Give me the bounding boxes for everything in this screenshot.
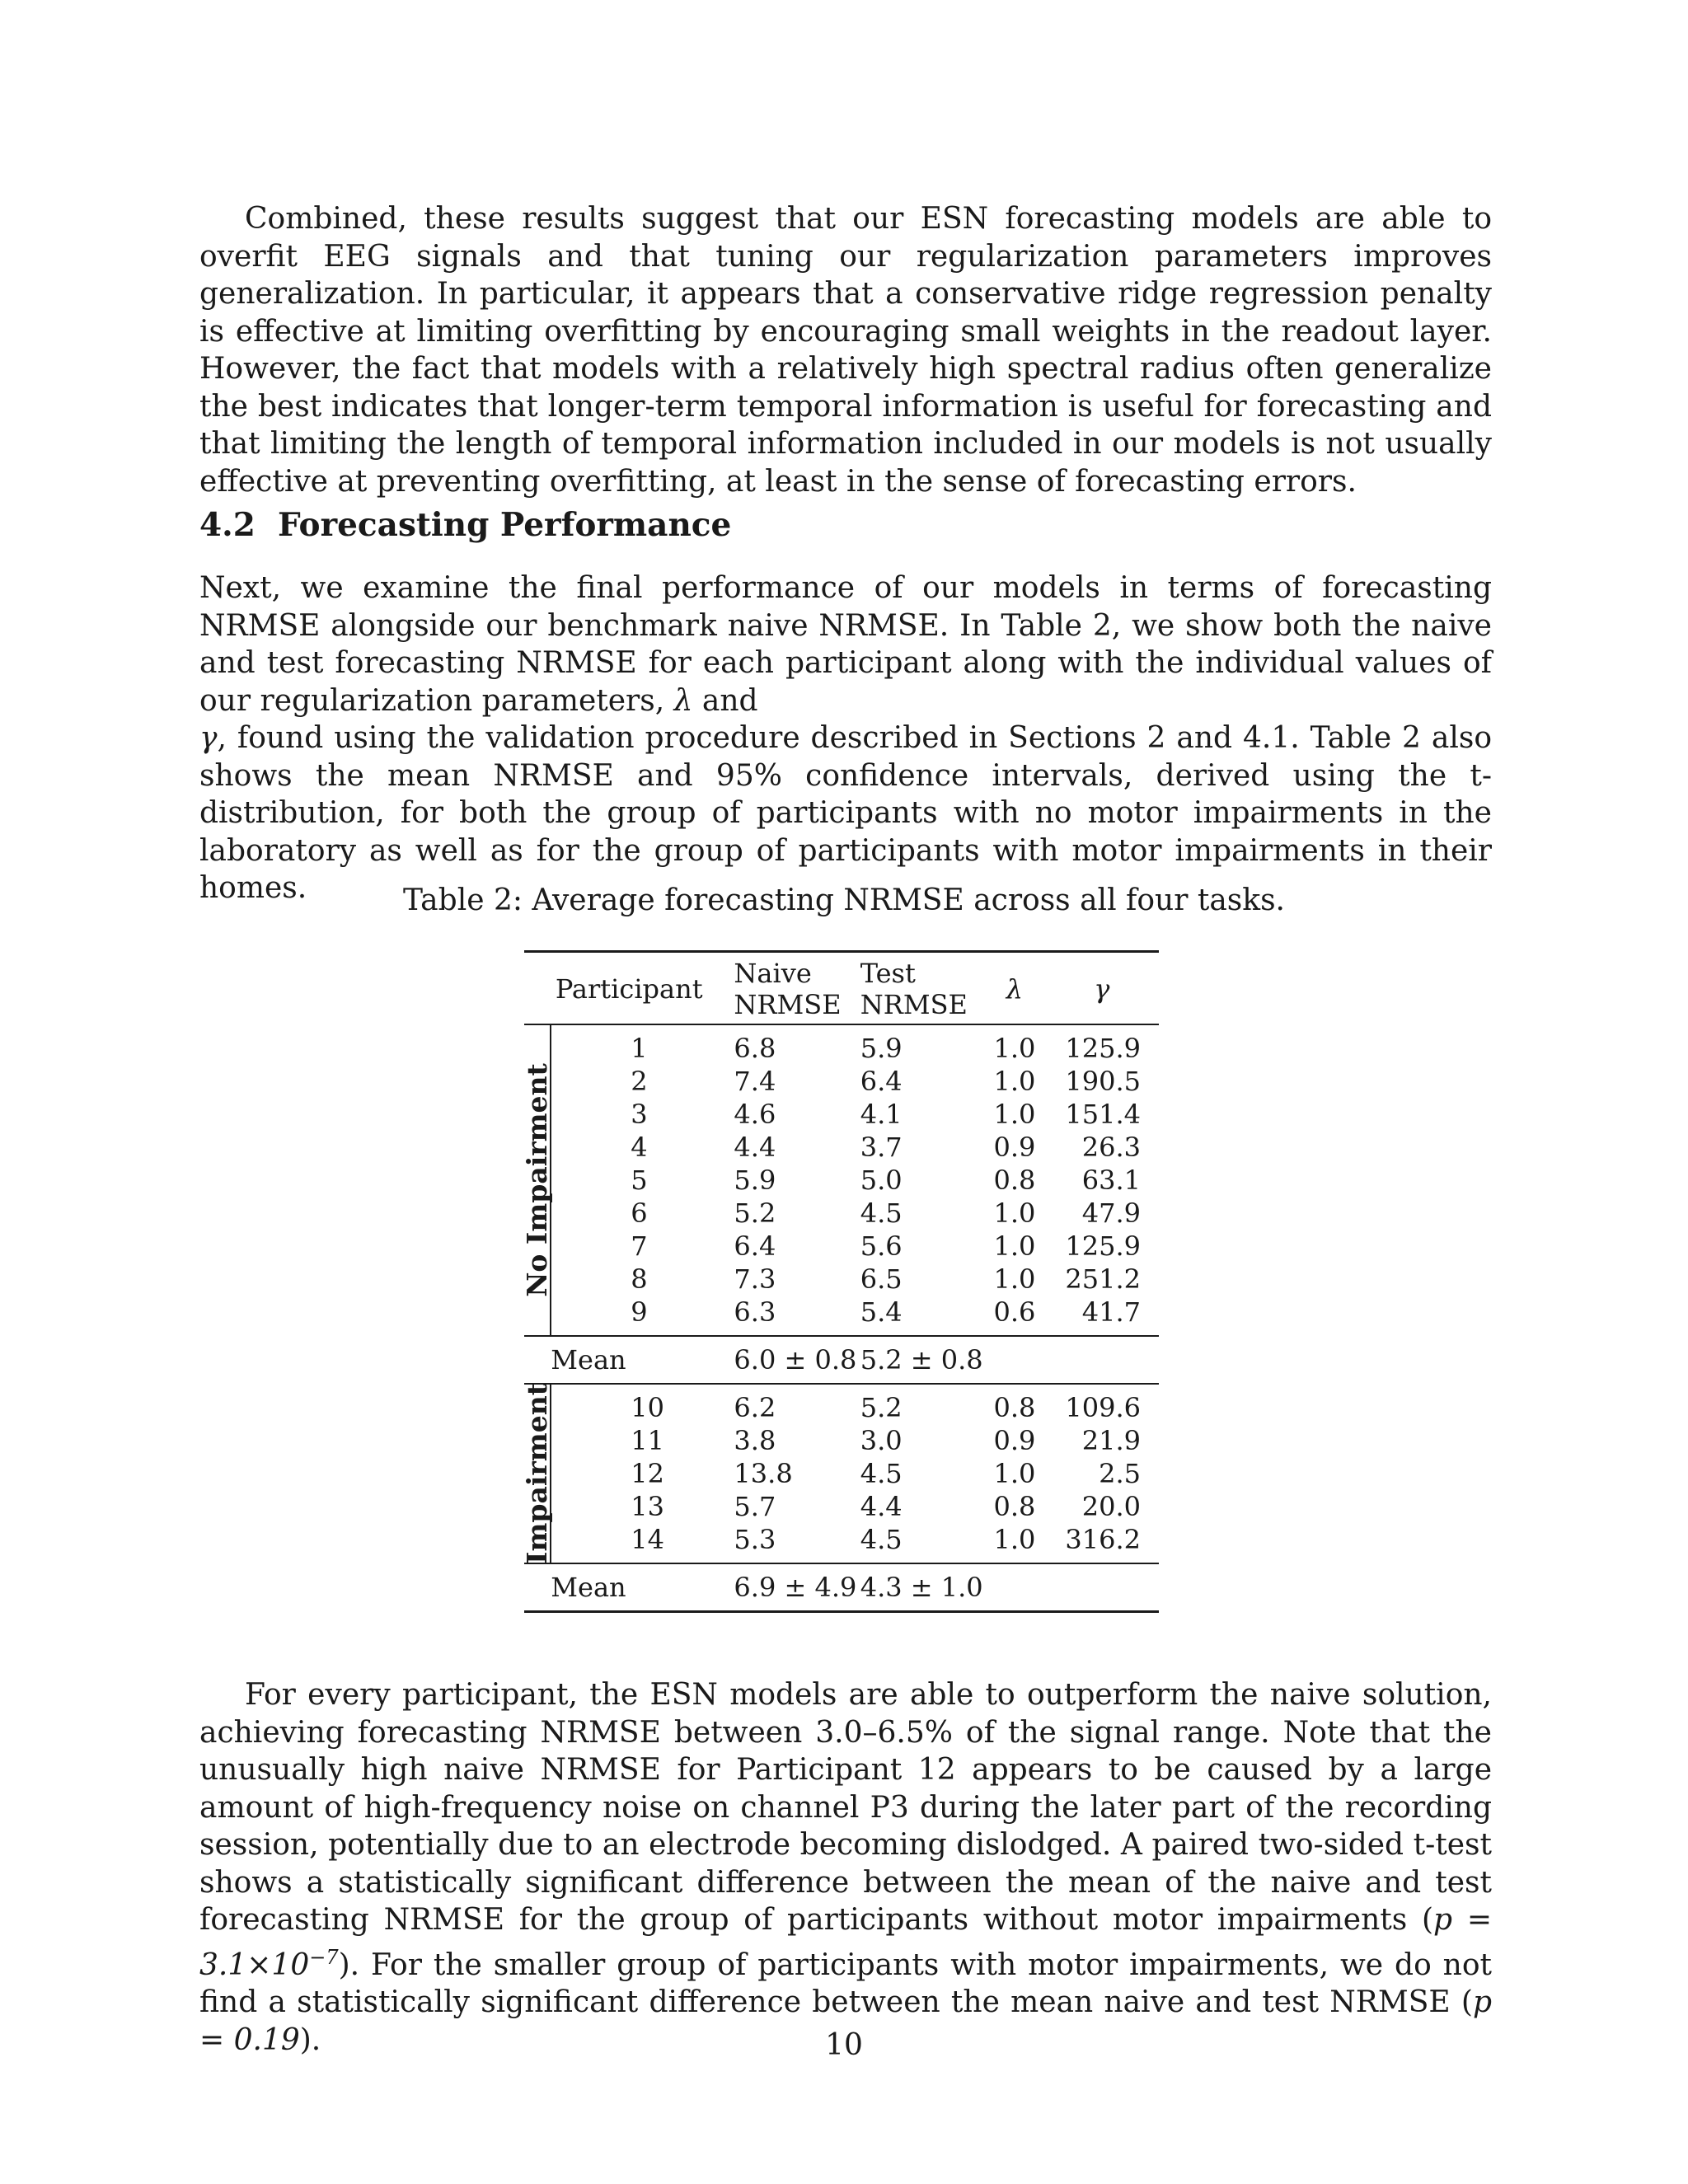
p-value-1-exponent: −7 (309, 1945, 339, 1969)
gamma-cell: 251.2 (1065, 1263, 1141, 1295)
participant-cell: 14 (631, 1524, 664, 1555)
lambda-cell: 1.0 (993, 1458, 1036, 1489)
participant-cell: 11 (631, 1425, 664, 1456)
header-naive-line1: Naive (734, 958, 812, 989)
page-number: 10 (825, 2028, 863, 2062)
mean-empty-cell (1045, 1336, 1159, 1384)
p-value-1: p = 3.1×10 (199, 1903, 1493, 1982)
group-label: No Impairment (520, 1063, 553, 1297)
gamma-cell: 316.2 (1065, 1524, 1141, 1555)
mean-spacer-cell (524, 1563, 551, 1612)
mean-naive-cell: 6.9 ± 4.9 (734, 1572, 857, 1603)
paragraph-performance (199, 569, 1492, 907)
results-table (520, 950, 1159, 1613)
mean-empty-cell (1045, 1563, 1159, 1612)
header-participant: Participant (555, 973, 703, 1005)
test-cell: 6.5 (860, 1263, 903, 1295)
mean-test-cell: 5.2 ± 0.8 (860, 1344, 983, 1376)
gamma-cell: 21.9 (1081, 1425, 1141, 1456)
lambda-cell: 1.0 (993, 1066, 1036, 1097)
participant-cell: 10 (631, 1392, 664, 1423)
participant-cell: 7 (631, 1230, 648, 1262)
naive-cell: 13.8 (734, 1458, 793, 1489)
mean-label-cell: Mean (551, 1344, 626, 1376)
gamma-cell: 125.9 (1065, 1230, 1141, 1262)
naive-cell: 6.2 (734, 1392, 776, 1423)
test-cell: 5.2 (860, 1392, 903, 1423)
naive-cell: 7.4 (734, 1066, 776, 1097)
table-row (524, 1197, 1159, 1230)
group-label-cell (520, 1383, 553, 1564)
table-row (524, 1230, 1159, 1263)
lambda-cell: 1.0 (993, 1524, 1036, 1555)
lambda-cell: 1.0 (993, 1197, 1036, 1229)
paragraph-performance-and: and (692, 683, 758, 718)
naive-cell: 6.3 (734, 1296, 776, 1328)
table-row (524, 1098, 1159, 1131)
paragraph-results-text-2: ). For the smaller group of participants with motor impairments, we do not find a statistically significant difference between the mean naive and test NRMSE ( (199, 1947, 1492, 2019)
mean-empty-cell (984, 1563, 1045, 1612)
table-row (524, 1131, 1159, 1164)
lambda-cell: 0.8 (993, 1491, 1036, 1522)
gamma-cell: 26.3 (1081, 1132, 1141, 1163)
participant-cell: 9 (631, 1296, 648, 1328)
table-body (520, 1024, 1159, 1612)
paragraph-intro-text: Combined, these results suggest that our ESN forecasting models are able to overfit EEG signals and that tuning our regularization parameters improves generalization. In particular, it appears that a conservative ridge regression penalty is effective at limiting overfitting by encouraging small weights in the readout layer. However, the fact that models with a relatively high spectral radius often generalize the best indicates that longer-term temporal information is useful for forecasting and that limiting the length of temporal information included in our models is not usually effective at preventing overfitting, at least in the sense of forecasting errors. (199, 202, 1492, 499)
mean-spacer-cell (524, 1336, 551, 1384)
header-test-line2: NRMSE (860, 989, 968, 1020)
participant-cell: 8 (631, 1263, 648, 1295)
paragraph-results (199, 1676, 1492, 2059)
gamma-cell: 190.5 (1065, 1066, 1141, 1097)
table-row (524, 1523, 1159, 1563)
section-number: 4.2 (199, 506, 256, 544)
lambda-cell: 1.0 (993, 1033, 1036, 1064)
table-row (524, 1164, 1159, 1197)
table-header-row (524, 952, 1159, 1025)
test-cell: 5.6 (860, 1230, 903, 1262)
test-cell: 4.4 (860, 1491, 903, 1522)
gamma-symbol: γ (199, 721, 218, 755)
mean-label-cell: Mean (551, 1572, 626, 1603)
table-row (524, 1024, 1159, 1065)
naive-cell: 6.4 (734, 1230, 776, 1262)
lambda-cell: 0.9 (993, 1132, 1036, 1163)
header-test-line1: Test (860, 958, 916, 989)
mean-naive-cell: 6.0 ± 0.8 (734, 1344, 857, 1376)
gamma-cell: 151.4 (1065, 1099, 1141, 1130)
participant-cell: 4 (631, 1132, 648, 1163)
paragraph-intro (199, 200, 1492, 500)
table-mean-row (524, 1336, 1159, 1384)
gamma-cell: 109.6 (1065, 1392, 1141, 1423)
header-naive (734, 952, 860, 1025)
gamma-cell: 125.9 (1065, 1033, 1141, 1064)
test-cell: 5.0 (860, 1165, 903, 1196)
lambda-cell: 1.0 (993, 1099, 1036, 1130)
naive-cell: 5.7 (734, 1491, 776, 1522)
gamma-cell: 2.5 (1099, 1458, 1141, 1489)
naive-cell: 5.2 (734, 1197, 776, 1229)
lambda-cell: 1.0 (993, 1263, 1036, 1295)
header-lambda: λ (1006, 973, 1024, 1005)
nrmse-table (520, 950, 1159, 1613)
table-row (524, 1457, 1159, 1490)
table-row (524, 1384, 1159, 1424)
participant-cell: 1 (631, 1033, 648, 1064)
p-value-2: p = 0.19 (199, 1985, 1492, 2057)
test-cell: 4.5 (860, 1197, 903, 1229)
participant-cell: 5 (631, 1165, 648, 1196)
table-row (524, 1296, 1159, 1336)
table-row (524, 1065, 1159, 1098)
paragraph-results-text-1: For every participant, the ESN models are able to outperform the naive solution, achieving forecasting NRMSE between 3.0–6.5% of the signal range. Note that the unusually high naive NRMSE for Participant 12 appears to be caused by a large amount of high-frequency noise on channel P3 during the later part of the recording session, potentially due to an electrode becoming dislodged. A paired two-sided t-test shows a statistically significant difference between the mean of the naive and test forecasting NRMSE for the group of participants without motor impairments ( (199, 1678, 1492, 1937)
gamma-cell: 20.0 (1081, 1491, 1141, 1522)
naive-cell: 5.9 (734, 1165, 776, 1196)
section-title: Forecasting Performance (278, 506, 732, 544)
header-gamma: γ (1094, 973, 1110, 1005)
table-row (524, 1263, 1159, 1296)
naive-cell: 5.3 (734, 1524, 776, 1555)
participant-cell: 2 (631, 1066, 648, 1097)
mean-test-cell: 4.3 ± 1.0 (860, 1572, 983, 1603)
test-cell: 6.4 (860, 1066, 903, 1097)
test-cell: 3.0 (860, 1425, 903, 1456)
participant-cell: 6 (631, 1197, 648, 1229)
section-heading (199, 504, 731, 546)
header-test (860, 952, 984, 1025)
gamma-cell: 41.7 (1081, 1296, 1141, 1328)
naive-cell: 7.3 (734, 1263, 776, 1295)
lambda-cell: 1.0 (993, 1230, 1036, 1262)
gamma-cell: 47.9 (1081, 1197, 1141, 1229)
test-cell: 5.9 (860, 1033, 903, 1064)
naive-cell: 3.8 (734, 1425, 776, 1456)
lambda-cell: 0.8 (993, 1392, 1036, 1423)
test-cell: 5.4 (860, 1296, 903, 1328)
test-cell: 4.5 (860, 1458, 903, 1489)
table-caption: Table 2: Average forecasting NRMSE across all four tasks. (402, 883, 1286, 917)
test-cell: 4.1 (860, 1099, 903, 1130)
test-cell: 4.5 (860, 1524, 903, 1555)
lambda-cell: 0.8 (993, 1165, 1036, 1196)
gamma-cell: 63.1 (1081, 1165, 1141, 1196)
participant-cell: 12 (631, 1458, 664, 1489)
header-naive-line2: NRMSE (734, 989, 842, 1020)
paragraph-performance-text-1: Next, we examine the final performance of our models in terms of forecasting NRMSE alongside our benchmark naive NRMSE. In Table 2, we show both the naive and test forecasting NRMSE for each participant along with the individual values of our regularization parameters, (199, 571, 1492, 718)
participant-cell: 3 (631, 1099, 648, 1130)
group-label-cell (520, 1024, 553, 1336)
table-row (524, 1490, 1159, 1523)
test-cell: 3.7 (860, 1132, 903, 1163)
participant-cell: 13 (631, 1491, 664, 1522)
lambda-cell: 0.6 (993, 1296, 1036, 1328)
table-row (524, 1424, 1159, 1457)
naive-cell: 6.8 (734, 1033, 776, 1064)
naive-cell: 4.6 (734, 1099, 776, 1130)
group-label: Impairment (520, 1383, 553, 1564)
lambda-symbol: λ (673, 683, 693, 718)
paragraph-performance-text-2: , found using the validation procedure described in Sections 2 and 4.1. Table 2 also shows the mean NRMSE and 95% confidence intervals, derived using the t-distribution, for both the group of participants with no motor impairments in the laboratory as well as for the group of participants with motor impairments in their homes. (199, 721, 1492, 905)
mean-empty-cell (984, 1336, 1045, 1384)
naive-cell: 4.4 (734, 1132, 776, 1163)
lambda-cell: 0.9 (993, 1425, 1036, 1456)
paragraph-results-text-3: ). (299, 2022, 321, 2057)
table-mean-row (524, 1563, 1159, 1612)
